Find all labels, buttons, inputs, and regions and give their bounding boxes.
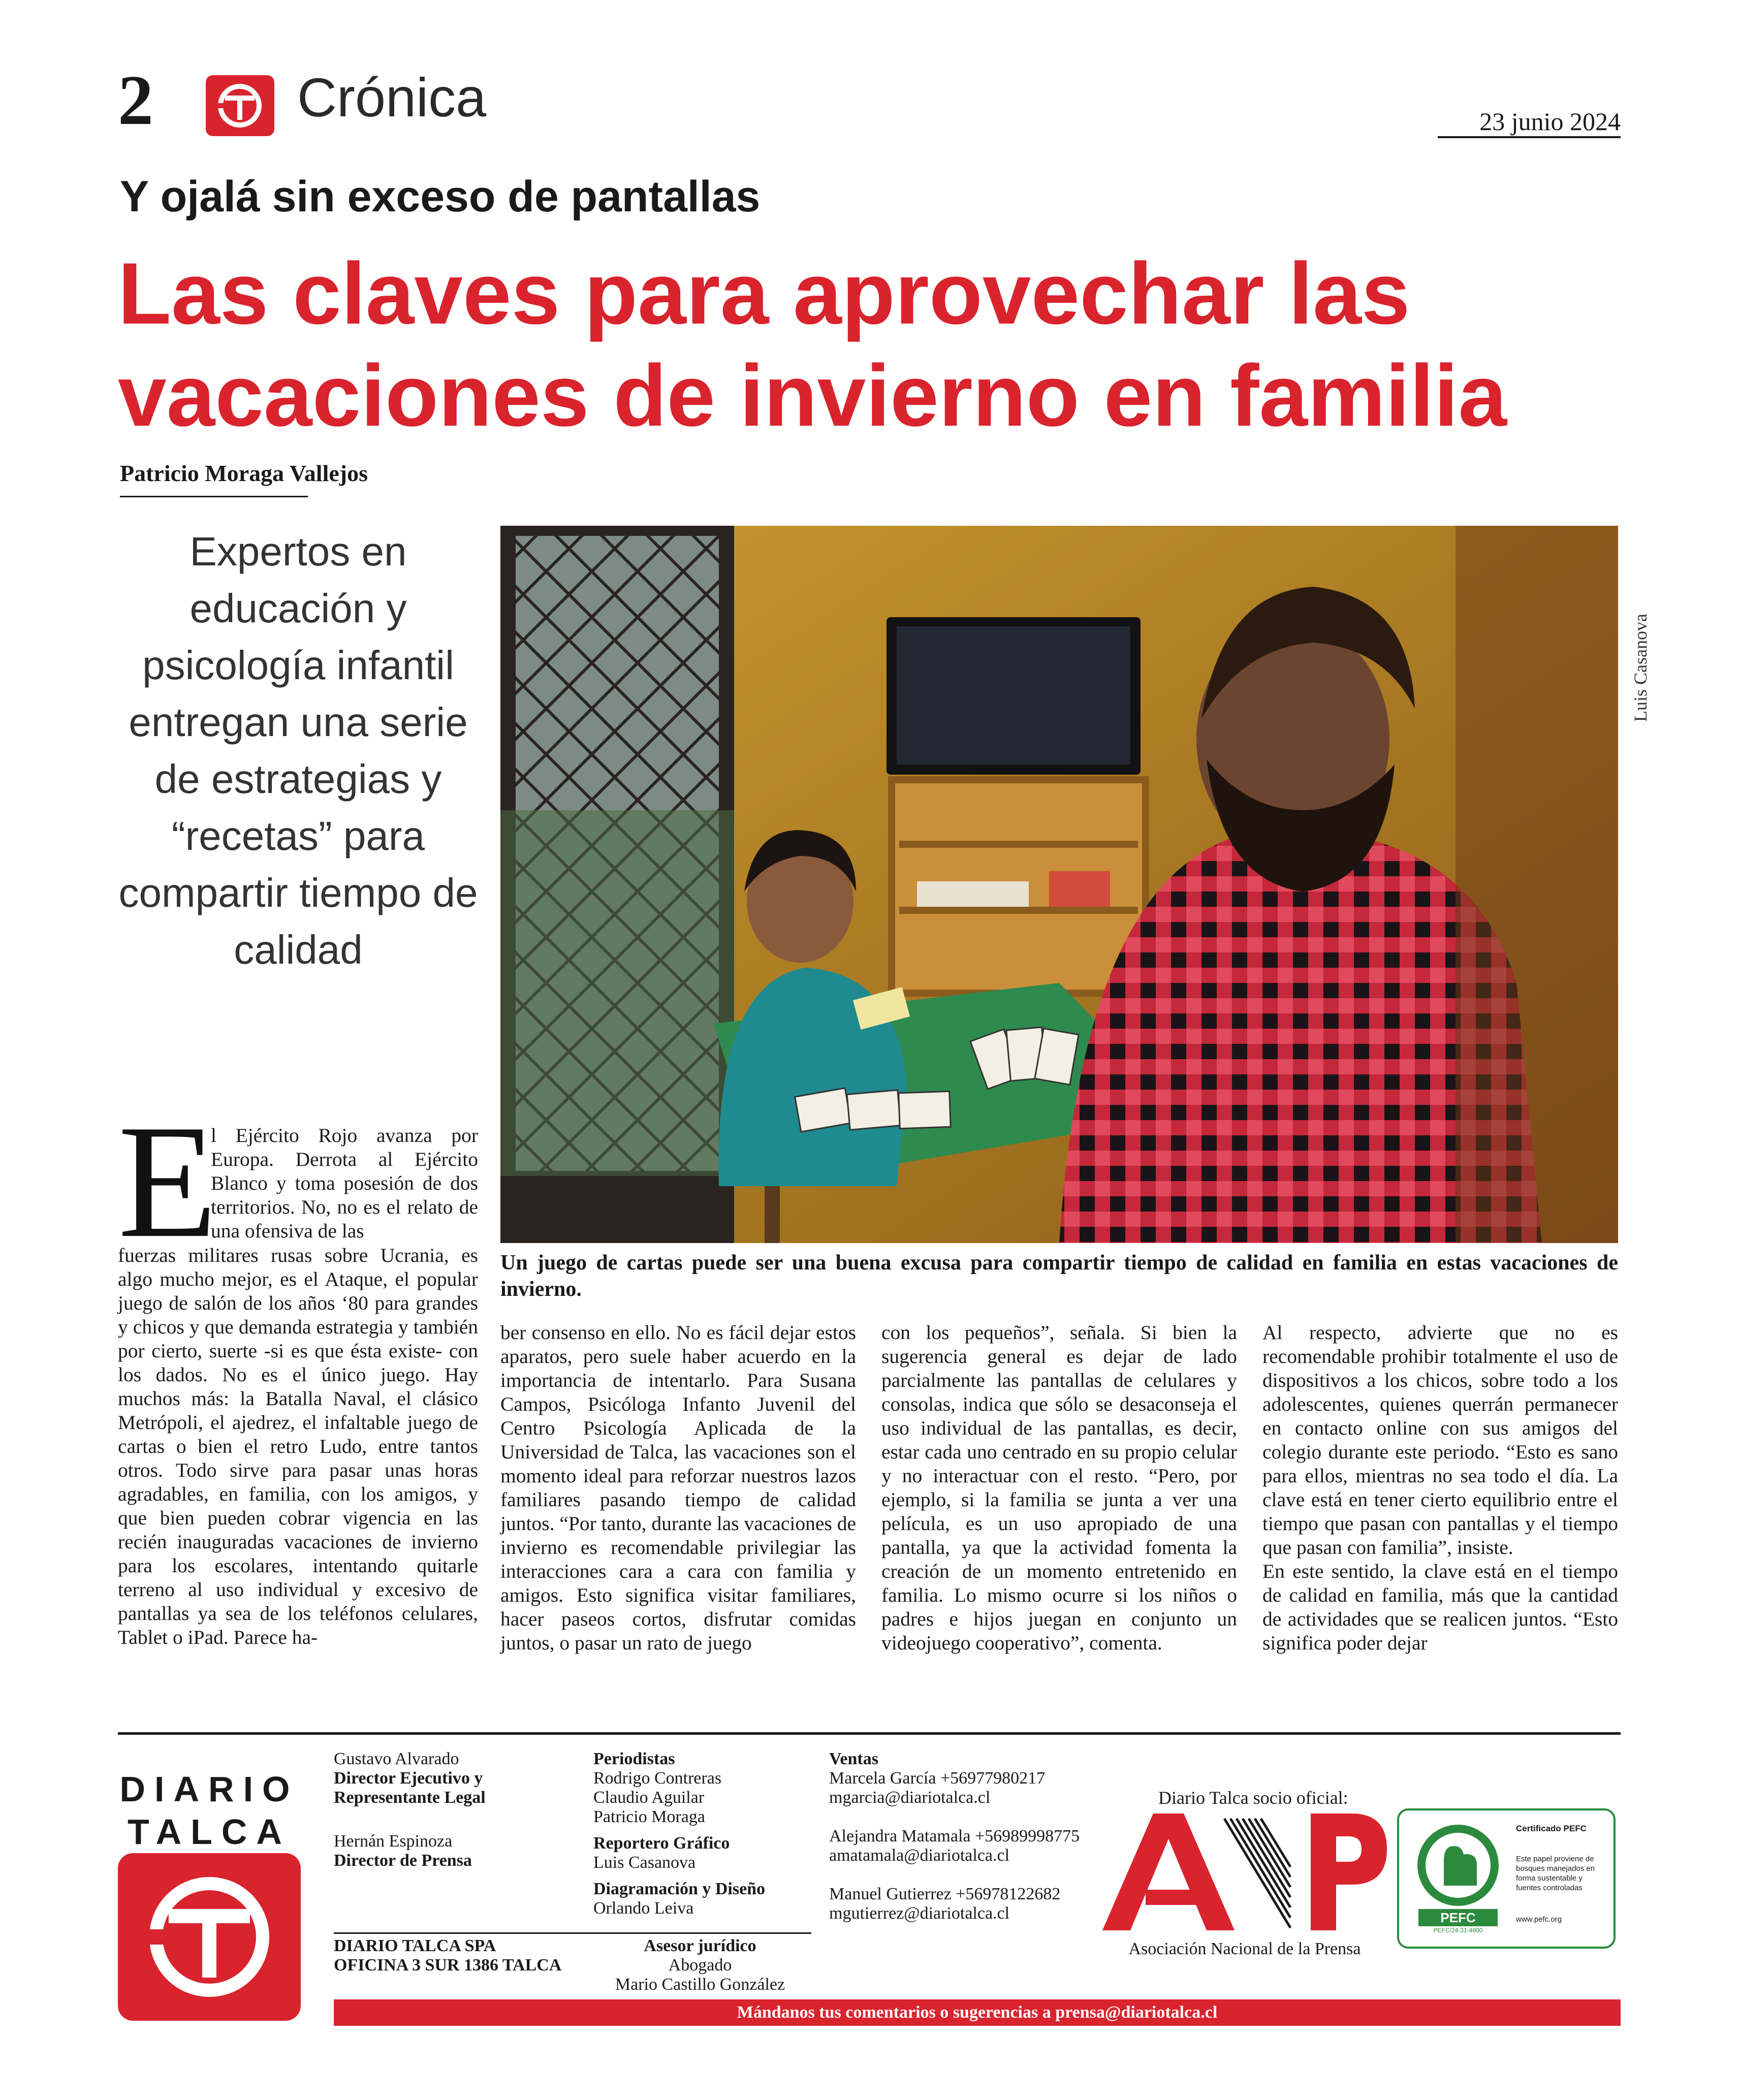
anp-name: Asociación Nacional de la Prensa <box>1128 1939 1361 1958</box>
ventas-email: amatamala@diariotalca.cl <box>829 1846 1010 1865</box>
page-number: 2 <box>118 61 153 140</box>
date-underline <box>1438 136 1621 138</box>
address-line-2: OFICINA 3 SUR 1386 TALCA <box>334 1956 562 1975</box>
ventas-email: mgutierrez@diariotalca.cl <box>829 1904 1010 1923</box>
anp-logo <box>1097 1808 1392 1935</box>
address-divider <box>334 1932 811 1934</box>
body-column-3: con los pequeños”, señala. Si bien la sugerencia general es dejar de lado parcialmente las pantallas de celulares y consolas, indica que sólo se desaconseja el uso individual de las pantallas, es decir, estar cada uno centrado en su propio celular y no interactuar con el resto. “Pero, por ejemplo, si la familia se junta a ver una película, es un uso apropiado de una pantalla, ya que la actividad fomenta la creación de un momento entretenido en familia. Lo mismo ocurre si los niños o padres e hijos juegan en conjunto un videojuego cooperativo”, comenta. <box>881 1321 1237 1654</box>
diagramacion-label: Diagramación y Diseño <box>593 1880 766 1898</box>
article-kicker: Y ojalá sin exceso de pantallas <box>120 172 761 221</box>
reportero-name: Luis Casanova <box>593 1853 696 1872</box>
pefc-tree-icon <box>1408 1820 1508 1934</box>
periodistas-label: Periodistas <box>593 1749 675 1768</box>
column-4-paragraph-2: En este sentido, la clave está en el tiempo de calidad en familia, más que la cantidad de actividades que se realicen juntos. “Esto significa poder dejar <box>1262 1560 1618 1654</box>
byline-underline <box>120 496 308 497</box>
staff-role: Director de Prensa <box>334 1851 472 1870</box>
asesor-title: Abogado <box>668 1956 732 1975</box>
dt-logo-icon <box>118 1853 301 2021</box>
brand-line-2: TALCA <box>128 1812 291 1852</box>
body-column-2: ber consenso en ello. No es fácil dejar estos aparatos, pero suele haber acuerdo en la importancia de intentarlo. Para Susana Campos, Psicóloga Infanto Juvenil del Centro Psicología Aplicada de la Universidad de Talca, las vacaciones son el momento ideal para reforzar nuestros lazos familiares pasando tiempo de calidad juntos. “Por tanto, durante las vacaciones de invierno es recomendable privilegiar las interacciones cara a cara con familia y amigos. Esto significa visitar familiares, hacer paseos cortos, disfrutar comidas juntos, o pasar un rato de juego <box>500 1321 856 1654</box>
body-column-1: fuerzas militares rusas sobre Ucrania, es algo mucho mejor, es el Ataque, el popular juego de salón de los años ‘80 para grandes y chicos y que demanda estrategia y también por cierto, suerte -si es que ésta existe- con los dados. No es el único juego. Hay muchos más: la Batalla Naval, el clásico Metrópoli, el ajedrez, el infaltable juego de cartas o bien el retro Ludo, entre tantos otros. Todo sirve para pasar unas horas agradables, en familia, con los amigos, y que bien pueden cobrar vigencia en las recién inauguradas vacaciones de invierno para los escolares, intentando quitarle terreno al uso individual y excesivo de pantallas ya sea de los teléfonos celulares, Tablet o iPad. Parece ha- <box>118 1244 478 1648</box>
staff-name: Gustavo Alvarado <box>334 1749 459 1768</box>
issue-date: 23 junio 2024 <box>1479 107 1621 136</box>
pefc-logo <box>1408 1820 1508 1934</box>
staff-sales <box>829 1749 1114 1923</box>
reportero-label: Reportero Gráfico <box>593 1834 730 1853</box>
staff-role: Director Ejecutivo y Representante Legal <box>334 1769 486 1807</box>
pefc-code: PEFC/24-31-4800 <box>1433 1927 1483 1934</box>
drop-cap: E <box>118 1092 217 1271</box>
ventas-contact: Manuel Gutierrez +56978122682 <box>829 1885 1061 1903</box>
diario-talca-logo-large <box>118 1853 301 2021</box>
ventas-contact: Alejandra Matamala +56989998775 <box>829 1827 1080 1846</box>
pefc-cert-text: Este papel proviene de bosques manejados en forma sustentable y fuentes controladas <box>1516 1855 1595 1892</box>
article-lede: Expertos en educación y psicología infantil entregan una serie de estrategias y “recetas” para compartir tiempo de calidad <box>118 529 478 972</box>
legal-advisor <box>593 1936 807 1994</box>
article-headline <box>118 243 1642 447</box>
body-column-1-top: l Ejército Rojo avanza por Europa. Derrota al Ejército Blanco y toma posesión de dos territorios. No, no es el relato de una ofensiva de las <box>211 1124 478 1242</box>
asesor-label: Asesor jurídico <box>644 1936 756 1955</box>
address-line-1: DIARIO TALCA SPA <box>334 1936 496 1955</box>
feedback-bar: Mándanos tus comentarios o sugerencias a prensa@diariotalca.cl <box>334 1999 1621 2026</box>
staff-newsroom <box>593 1749 807 1918</box>
column-4-paragraph-1: Al respecto, advierte que no es recomendable prohibir totalmente el uso de dispositivos a los chicos, sobre todo a los adolescentes, quienes querrán permanecer en contacto online con sus amigos del colegio durante este periodo. “Esto es sano para ellos, mientras no sea todo el día. La clave está en tener cierto equilibrio entre el tiempo que pasan con pantallas y el tiempo que pasan con familia”, insiste. <box>1262 1321 1618 1558</box>
body-column-4 <box>1262 1321 1618 1655</box>
diagramacion-name: Orlando Leiva <box>593 1899 694 1918</box>
section-title: Crónica <box>297 67 487 128</box>
dt-logo-icon <box>206 75 274 136</box>
periodista-name: Patricio Moraga <box>593 1807 705 1826</box>
brand-line-1: DIARIO <box>119 1769 299 1809</box>
photo-caption: Un juego de cartas puede ser una buena excusa para compartir tiempo de calidad en familia en estas vacaciones de invierno. <box>500 1251 1618 1301</box>
pefc-cert-title: Certificado PEFC <box>1516 1824 1587 1833</box>
footer-brand <box>118 1768 301 1853</box>
article-photo <box>500 526 1618 1243</box>
staff-name: Hernán Espinoza <box>334 1832 453 1851</box>
partner-label: Diario Talca socio oficial: <box>1158 1788 1348 1808</box>
headline-line-2: vacaciones de invierno en familia <box>118 347 1507 445</box>
pefc-logo-text: PEFC <box>1440 1910 1476 1925</box>
footer-divider <box>118 1732 1621 1735</box>
periodista-name: Claudio Aguilar <box>593 1788 705 1807</box>
article-byline: Patricio Moraga Vallejos <box>120 460 368 486</box>
headline-line-1: Las claves para aprovechar las <box>118 245 1410 342</box>
ventas-email: mgarcia@diariotalca.cl <box>829 1788 991 1807</box>
asesor-name: Mario Castillo González <box>615 1975 785 1994</box>
ventas-contact: Marcela García +56977980217 <box>829 1769 1046 1788</box>
pefc-url: www.pefc.org <box>1516 1915 1562 1924</box>
company-address <box>334 1936 618 1975</box>
ventas-label: Ventas <box>829 1749 878 1768</box>
anp-logo-icon <box>1097 1808 1392 1935</box>
staff-directors <box>334 1749 501 1870</box>
periodista-name: Rodrigo Contreras <box>593 1769 722 1788</box>
diario-talca-logo-small <box>206 75 274 136</box>
card-game-photo-illustration <box>500 526 1618 1243</box>
photo-credit: Luis Casanova <box>1630 614 1651 722</box>
